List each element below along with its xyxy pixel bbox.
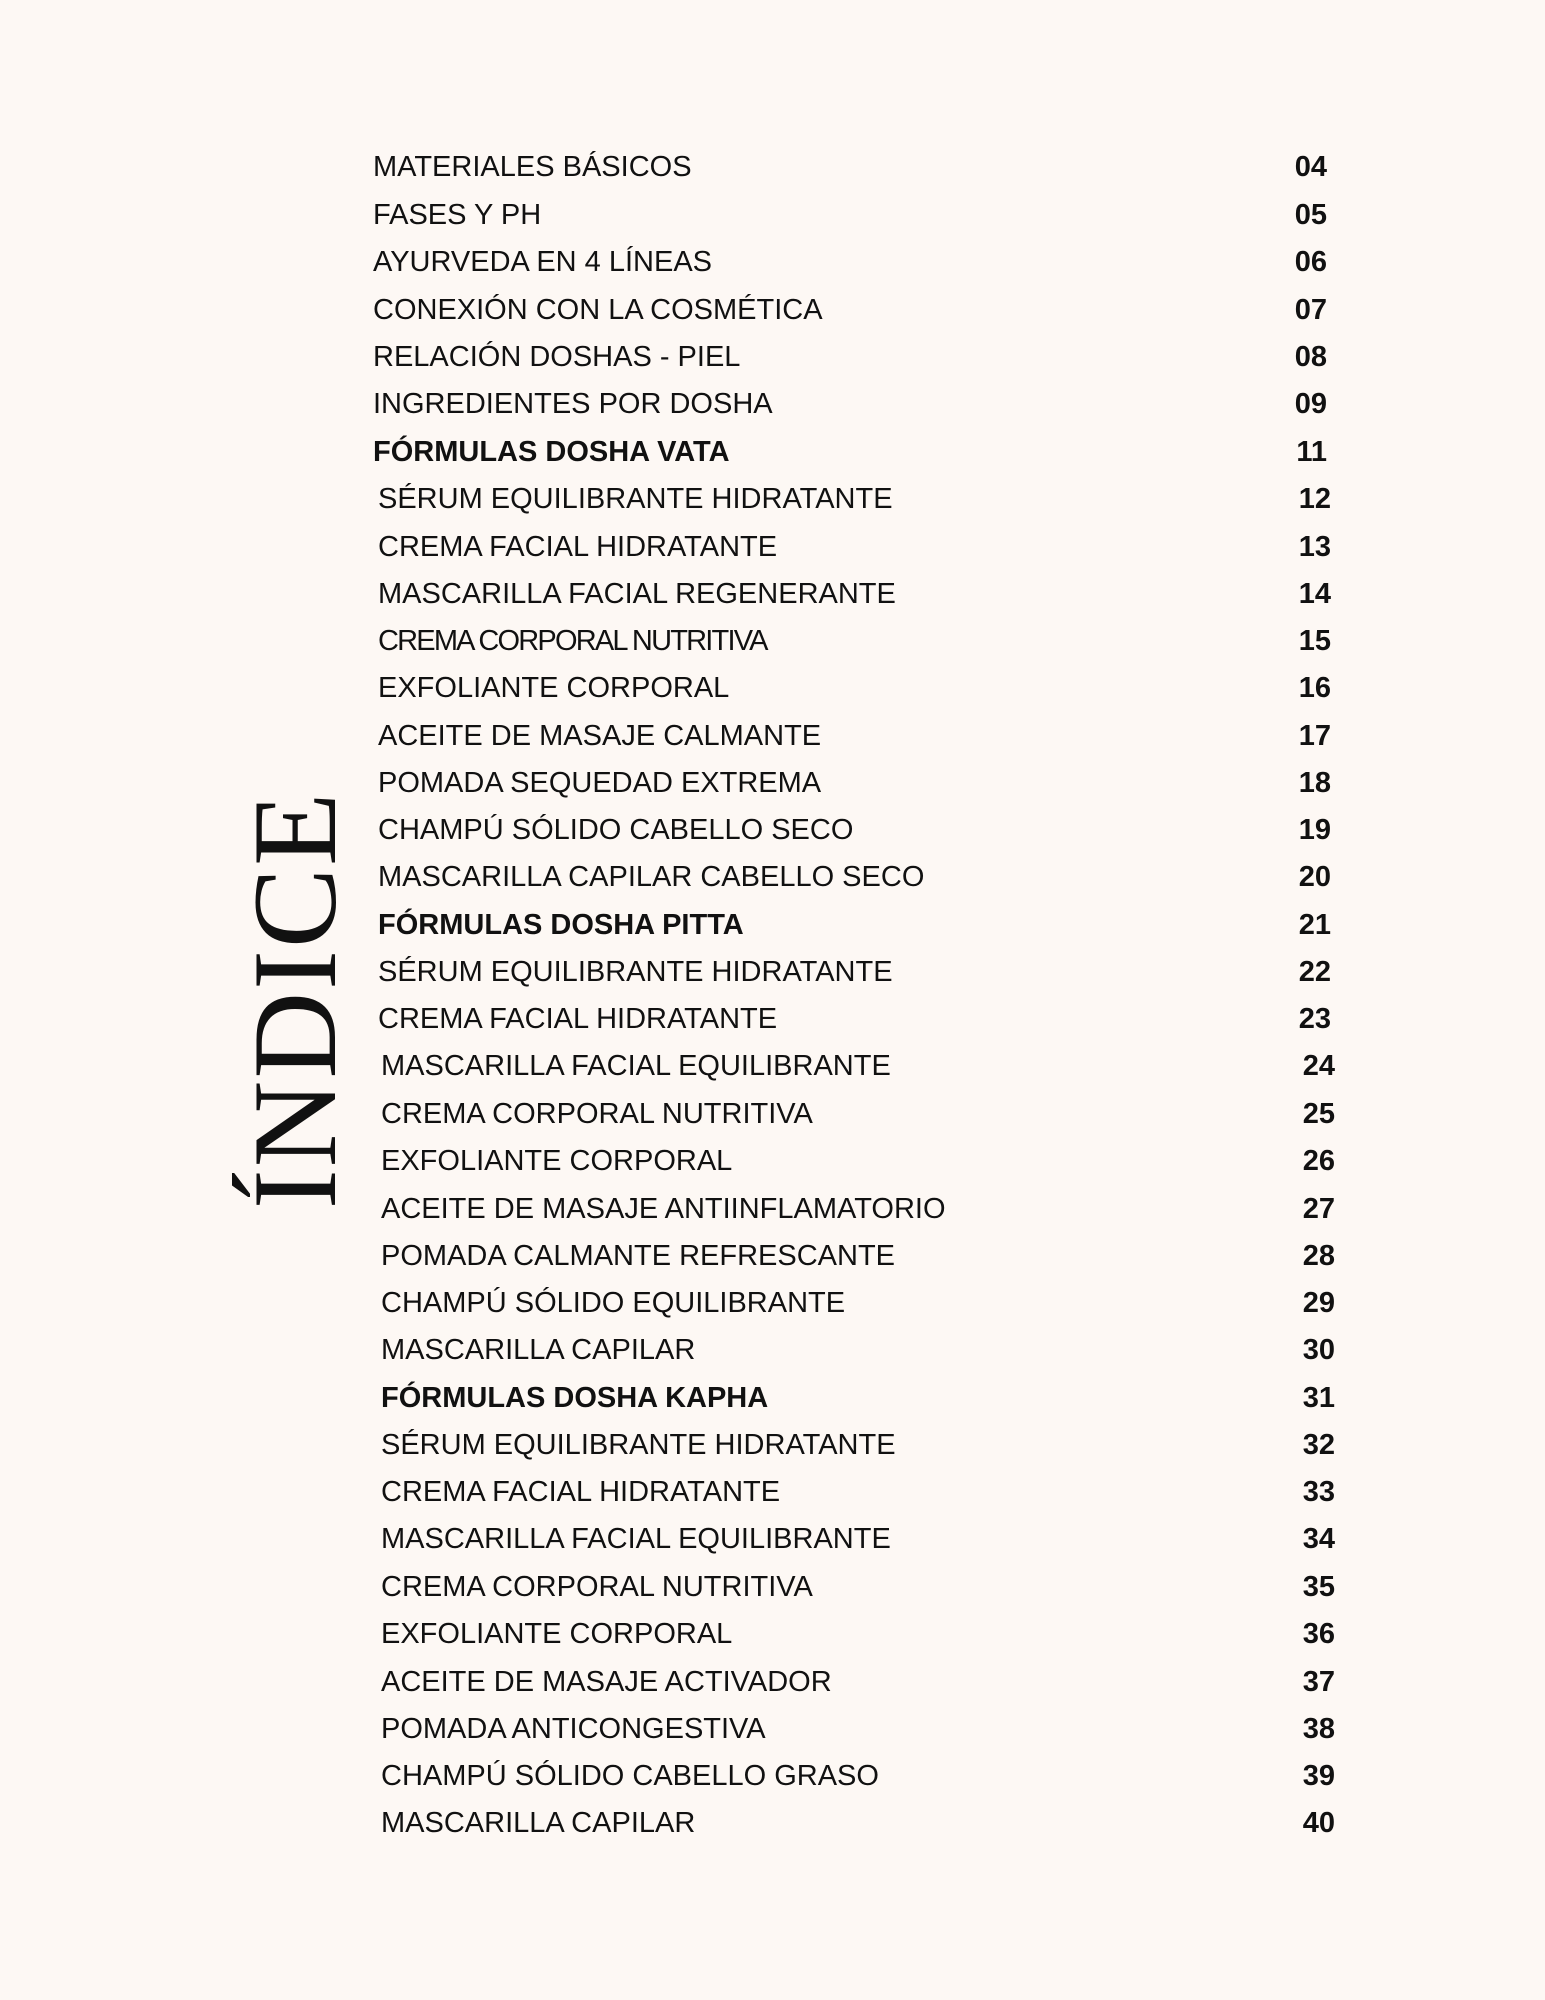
toc-section-label: FÓRMULAS DOSHA PITTA [378,909,744,941]
toc-section-page: 31 [1302,1382,1335,1414]
toc-entry-label: CHAMPÚ SÓLIDO CABELLO GRASO [381,1760,879,1792]
toc-entry-label: CREMA FACIAL HIDRATANTE [378,1003,778,1035]
toc-entry-page: 27 [1302,1193,1335,1225]
toc-entry-label: RELACIÓN DOSHAS - PIEL [373,341,741,373]
toc-entry-page: 33 [1302,1476,1335,1508]
toc-entry-label: FASES Y PH [373,199,542,231]
toc-entry-page: 22 [1298,956,1331,988]
toc-entry-label: POMADA CALMANTE REFRESCANTE [381,1240,896,1272]
toc-entry-label: CREMA FACIAL HIDRATANTE [381,1476,781,1508]
toc-entry-page: 37 [1302,1666,1335,1698]
toc-section-label: FÓRMULAS DOSHA VATA [373,436,730,468]
toc-entry-page: 25 [1302,1098,1335,1130]
toc-entry-label: INGREDIENTES POR DOSHA [373,388,773,420]
toc-entry-label: CREMA CORPORAL NUTRITIVA [381,1571,813,1603]
toc-entry-page: 23 [1298,1003,1331,1035]
toc-entry-label: CONEXIÓN CON LA COSMÉTICA [373,294,823,326]
toc-entry-page: 32 [1302,1429,1335,1461]
toc-entry-page: 26 [1302,1145,1335,1177]
toc-entry-label: ACEITE DE MASAJE ACTIVADOR [381,1666,832,1698]
toc-entry-label: MATERIALES BÁSICOS [373,151,692,183]
toc-entry-page: 20 [1298,861,1331,893]
toc-entry-label: CHAMPÚ SÓLIDO EQUILIBRANTE [381,1287,846,1319]
toc-section-page: 21 [1298,909,1331,941]
toc-entry-label: MASCARILLA FACIAL EQUILIBRANTE [381,1050,891,1082]
toc-entry-label: EXFOLIANTE CORPORAL [381,1618,733,1650]
page-title: ÍNDICE [228,790,361,1210]
toc-entry-page: 15 [1298,625,1331,657]
toc-entry-page: 17 [1298,720,1331,752]
toc-entry-page: 28 [1302,1240,1335,1272]
toc-entry-page: 40 [1302,1807,1335,1839]
toc-entry-page: 18 [1298,767,1331,799]
toc-entry-label: MASCARILLA FACIAL REGENERANTE [378,578,896,610]
toc-entry-label: SÉRUM EQUILIBRANTE HIDRATANTE [378,956,893,988]
toc-entry-label: POMADA SEQUEDAD EXTREMA [378,767,822,799]
toc-entry-page: 19 [1298,814,1331,846]
toc-entry-page: 08 [1294,341,1327,373]
toc-entry-label: EXFOLIANTE CORPORAL [378,672,730,704]
toc-entry-page: 39 [1302,1760,1335,1792]
toc-entry-page: 06 [1294,246,1327,278]
toc-entry-page: 16 [1298,672,1331,704]
toc-entry-page: 24 [1302,1050,1335,1082]
toc-entry-label: SÉRUM EQUILIBRANTE HIDRATANTE [378,483,893,515]
toc-entry-label: SÉRUM EQUILIBRANTE HIDRATANTE [381,1429,896,1461]
toc-entry-label: CHAMPÚ SÓLIDO CABELLO SECO [378,814,854,846]
toc-entry-page: 13 [1298,531,1331,563]
toc-entry-label: CREMA FACIAL HIDRATANTE [378,531,778,563]
toc-entry-label: AYURVEDA EN 4 LÍNEAS [373,246,713,278]
toc-entry-page: 14 [1298,578,1331,610]
toc-entry-page: 04 [1294,151,1327,183]
toc-entry-page: 09 [1294,388,1327,420]
toc-entry-page: 12 [1298,483,1331,515]
toc-section-label: FÓRMULAS DOSHA KAPHA [381,1382,769,1414]
toc-entry-label: ACEITE DE MASAJE CALMANTE [378,720,822,752]
toc-entry-page: 34 [1302,1523,1335,1555]
toc-entry-page: 36 [1302,1618,1335,1650]
toc-entry-page: 38 [1302,1713,1335,1745]
toc-entry-page: 07 [1294,294,1327,326]
toc-entry-label: EXFOLIANTE CORPORAL [381,1145,733,1177]
toc-entry-label: MASCARILLA FACIAL EQUILIBRANTE [381,1523,891,1555]
toc-entry-page: 05 [1294,199,1327,231]
toc-entry-label: MASCARILLA CAPILAR CABELLO SECO [378,861,925,893]
toc-entry-page: 30 [1302,1334,1335,1366]
toc-entry-page: 35 [1302,1571,1335,1603]
toc-entry-label: CREMA CORPORAL NUTRITIVA [378,625,767,657]
toc-section-page: 11 [1296,436,1327,468]
toc-entry-label: ACEITE DE MASAJE ANTIINFLAMATORIO [381,1193,946,1225]
toc-entry-label: CREMA CORPORAL NUTRITIVA [381,1098,813,1130]
toc-entry-label: MASCARILLA CAPILAR [381,1334,696,1366]
toc-entry-page: 29 [1302,1287,1335,1319]
toc-entry-label: POMADA ANTICONGESTIVA [381,1713,766,1745]
toc-entry-label: MASCARILLA CAPILAR [381,1807,696,1839]
